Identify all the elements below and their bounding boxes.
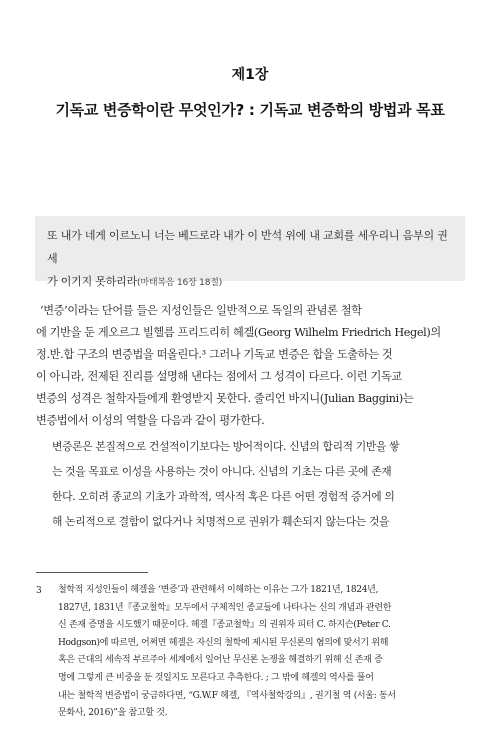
quote-line: 해 논리적으로 결함이 없다거나 치명적으로 권위가 훼손되지 않는다는 것을 xyxy=(52,515,390,528)
footnote-line: 혹은 근대의 세속적 부르주아 세계에서 일어난 무신론 논쟁을 해결하기 위해 신 존재 증 xyxy=(58,655,383,666)
footnote-line: Hodgson)에 따르면, 어쩌면 헤겔은 자신의 철학에 제시된 무신론의 혐의에 맞서기 위해 xyxy=(58,637,389,648)
footnote-divider xyxy=(36,572,148,573)
body-line: 변증법에서 이성의 역할을 다음과 같이 평가한다. xyxy=(36,414,265,427)
epigraph-line-1: 또 내가 네게 이르노니 너는 베드로라 내가 이 반석 위에 내 교회를 세우리니 음부의 권세 xyxy=(47,229,448,265)
footnote-text xyxy=(58,582,466,723)
chapter-number: 제1장 xyxy=(231,67,269,83)
footnote-line: 신 존재 증명을 시도했기 때문이다. 헤겔『종교철학』의 권위자 피터 C. 하지슨(Peter C. xyxy=(58,620,391,631)
body-line: 변증의 성격은 철학자들에게 환영받지 못한다. 줄리언 바지니(Julian Baggini)는 xyxy=(36,392,414,405)
quote-line: 한다. 오히려 종교의 기초가 과학적, 역사적 혹은 다른 어떤 경험적 증거에 의 xyxy=(52,490,395,503)
chapter-title: 기독교 변증학이란 무엇인가? : 기독교 변증학의 방법과 목표 xyxy=(55,101,445,119)
epigraph-line-2 xyxy=(47,270,453,295)
body-line: 이 아니라, 전제된 진리를 설명해 낸다는 점에서 그 성격이 다르다. 이런 기독교 xyxy=(36,370,402,383)
footnote-line: 명에 그렇게 큰 비중을 둔 것일지도 모른다고 추측한다. ; 그 밖에 헤겔의 역사를 풀어 xyxy=(58,672,374,683)
epigraph-reference: (마태복음 16장 18절) xyxy=(137,278,223,288)
block-quote xyxy=(52,434,464,534)
footnote-line: 내는 철학적 변증법이 궁금하다면, “G.W.F 헤겔, 『역사철학강의』, 권기철 역 (서울: 동서 xyxy=(58,690,396,701)
body-paragraph xyxy=(36,300,464,432)
footnote-line: 철학적 지성인들이 헤겔을 ‘변증’과 관련해서 이해하는 이유는 그가 1821년, 1824년, xyxy=(58,585,379,595)
footnote-number: 3 xyxy=(36,586,42,596)
quote-line: 는 것을 목표로 이성을 사용하는 것이 아니다. 신념의 기초는 다른 곳에 존재 xyxy=(52,465,392,478)
footnote-line: 1827년, 1831년『종교철학』모두에서 구체적인 종교들에 나타나는 신의 개념과 관련한 xyxy=(58,602,392,613)
body-line: 정.반.합 구조의 변증법을 떠올린다.³ 그러나 기독교 변증은 합을 도출하는 것 xyxy=(36,348,393,361)
footnote-line: 문화사, 2016)”을 참고할 것. xyxy=(58,708,168,719)
epigraph-box xyxy=(35,216,465,288)
body-line: ‘변증’이라는 단어를 들은 지성인들은 일반적으로 독일의 관념론 철학 xyxy=(40,304,362,317)
quote-line: 변증론은 본질적으로 건설적이기보다는 방어적이다. 신념의 합리적 기반을 쌓 xyxy=(52,440,400,453)
epigraph-line-2-text: 가 이기지 못하리라 xyxy=(47,275,138,288)
body-line: 에 기반을 둔 게오르그 빌헬름 프리드리히 헤겔(Georg Wilhelm Friedrich Hegel)의 xyxy=(36,326,441,339)
